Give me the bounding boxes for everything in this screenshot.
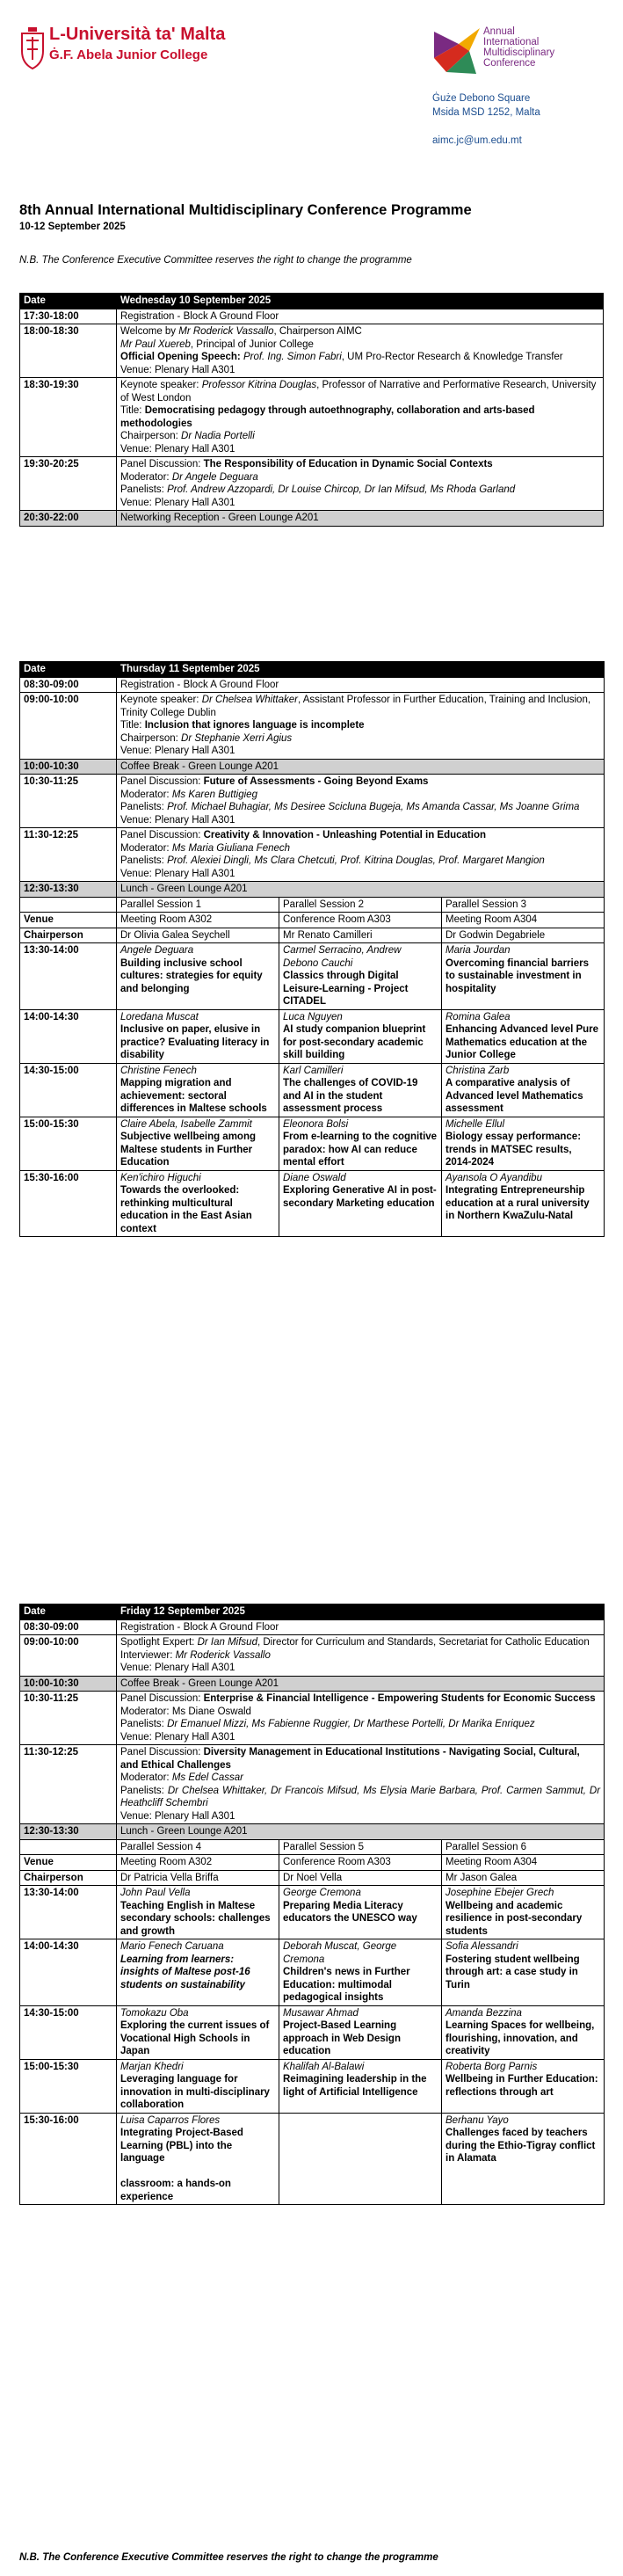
talk-cell — [279, 1170, 442, 1237]
event-cell — [117, 457, 604, 511]
venue-text: Venue: Plenary Hall A301 — [120, 814, 235, 826]
speaker-name: Dr Chelsea Whittaker — [201, 695, 298, 705]
talk-title: Project-Based Learning approach in Web Design education — [283, 2020, 401, 2056]
talk-cell — [117, 1170, 279, 1237]
time-cell: 20:30-22:00 — [20, 511, 117, 527]
talk-title: Challenges faced by teachers during the Ethio-Tigray conflict in Alamata — [446, 2128, 596, 2164]
event-text: Title: — [120, 720, 145, 731]
talk-title: Integrating Entrepreneurship education at a rural university in Northern KwaZulu-Natal — [446, 1185, 590, 1221]
event-cell — [117, 324, 604, 378]
talk-author: Khalifah Al-Balawi — [283, 2061, 365, 2072]
talk-slot-row — [20, 1939, 605, 2006]
talk-slot-row — [20, 2113, 605, 2205]
talk-author: Deborah Muscat, George Cremona — [283, 1941, 397, 1965]
talk-slot-row — [20, 943, 605, 1010]
talk-author: Loredana Muscat — [120, 1011, 199, 1022]
talk-title: Learning from learners: insights of Maltese post-16 students on sustainability — [120, 1954, 250, 1990]
time-cell: 08:30-09:00 — [20, 677, 117, 693]
speaker-name: Professor Kitrina Douglas — [201, 380, 317, 390]
event-cell — [117, 1745, 605, 1824]
venues-row — [20, 1855, 605, 1871]
day-heading: Friday 12 September 2025 — [117, 1605, 605, 1620]
time-cell: 18:30-19:30 — [20, 378, 117, 457]
event-text: Welcome by — [120, 326, 179, 337]
talk-cell — [279, 1063, 442, 1117]
day-heading: Wednesday 10 September 2025 — [117, 294, 604, 309]
talk-cell — [279, 943, 442, 1010]
session-name: Parallel Session 1 — [117, 897, 279, 913]
talk-author: George Cremona — [283, 1888, 361, 1898]
talk-author: Ayansola O Ayandibu — [446, 1172, 542, 1183]
talk-title: Enterprise & Financial Intelligence - Empowering Students for Economic Success — [203, 1693, 596, 1704]
event-text: Panelists: — [120, 802, 168, 812]
talk-slot-row — [20, 1886, 605, 1939]
sessions-row — [20, 1839, 605, 1855]
talk-cell — [117, 1063, 279, 1117]
venue-text: Venue: Plenary Hall A301 — [120, 746, 235, 756]
table-header-row — [20, 1605, 605, 1620]
day2-talk-slots — [20, 943, 605, 1237]
event-text: Keynote speaker: — [120, 695, 202, 705]
university-crest-icon — [19, 25, 46, 70]
talk-author: Christine Fenech — [120, 1065, 197, 1076]
venue-text: Venue: Plenary Hall A301 — [120, 868, 235, 879]
time-cell: 08:30-09:00 — [20, 1619, 117, 1635]
talk-cell — [442, 2005, 605, 2059]
table-row — [20, 309, 604, 324]
sessions-row — [20, 897, 605, 913]
session-name: Parallel Session 6 — [442, 1839, 605, 1855]
talk-title: Exploring Generative AI in post-secondary Marketing education — [283, 1185, 437, 1209]
speaker-name: Mr Roderick Vassallo — [175, 1649, 271, 1661]
date-column-header: Date — [20, 294, 117, 309]
talk-author: Mario Fenech Caruana — [120, 1941, 224, 1952]
talk-author: Roberta Borg Parnis — [446, 2061, 538, 2072]
talk-author: John Paul Vella — [120, 1888, 191, 1898]
talk-title: Creativity & Innovation - Unleashing Potential in Education — [203, 830, 487, 840]
time-cell: 11:30-12:25 — [20, 1745, 117, 1824]
speaker-name: Dr Nadia Portelli — [181, 431, 255, 441]
talk-cell — [442, 1939, 605, 2006]
venue-name: Meeting Room A302 — [117, 913, 279, 928]
talk-title: Leveraging language for innovation in multi-disciplinary collaboration — [120, 2074, 270, 2110]
chair-name: Mr Renato Camilleri — [279, 928, 442, 943]
event-text: Chairperson: — [120, 431, 182, 441]
time-cell: 14:00-14:30 — [20, 1939, 117, 2006]
day-heading: Thursday 11 September 2025 — [117, 662, 605, 678]
talk-author: Maria Jourdan — [446, 945, 511, 956]
event-text: Moderator: — [120, 842, 172, 854]
session-name: Parallel Session 4 — [117, 1839, 279, 1855]
conference-logo-line: Multidisciplinary — [483, 47, 555, 58]
event-text: Panel Discussion: — [120, 1693, 204, 1704]
time-cell: 15:00-15:30 — [20, 2059, 117, 2113]
time-cell: 18:00-18:30 — [20, 324, 117, 378]
talk-slot-row — [20, 2059, 605, 2113]
talk-author: Amanda Bezzina — [446, 2007, 522, 2019]
talk-cell — [279, 1886, 442, 1939]
talk-cell — [442, 2113, 605, 2205]
time-cell: 15:00-15:30 — [20, 1117, 117, 1170]
event-cell — [117, 693, 605, 760]
panelist-names: Dr Chelsea Whittaker, Dr Francois Mifsud, Ms Elysia Marie Barbara, Prof. Carmen Sammut, Dr Heathcliff Schembri — [120, 1785, 601, 1808]
event-text: Moderator: — [120, 1706, 172, 1717]
day1-schedule-table — [19, 293, 604, 527]
postal-address — [432, 91, 540, 120]
talk-cell — [442, 943, 605, 1010]
address-line: Msida MSD 1252, Malta — [432, 107, 540, 118]
talk-author: Carmel Serracino, Andrew Debono Cauchi — [283, 945, 402, 969]
event-cell — [117, 1692, 605, 1745]
talk-title: Fostering student wellbeing through art: a case study in Turin — [446, 1954, 580, 1990]
speaker-name: Dr Ian Mifsud — [197, 1637, 257, 1648]
row-label: Chairperson — [20, 1870, 117, 1886]
time-cell: 15:30-16:00 — [20, 2113, 117, 2205]
talk-title: Enhancing Advanced level Pure Mathematics education at the Junior College — [446, 1024, 599, 1060]
table-row — [20, 1692, 605, 1745]
event-text: , Principal of Junior College — [190, 338, 314, 350]
event-text: Spotlight Expert: — [120, 1637, 198, 1648]
event-text: , Assistant Professor in Further Education, Training and Inclusion, Trinity College Dublin — [120, 695, 591, 718]
talk-author: Eleonora Bolsi — [283, 1118, 349, 1130]
event-text: Panelists: — [120, 1785, 168, 1796]
talk-author: Karl Camilleri — [283, 1065, 344, 1076]
talk-title: Biology essay performance: trends in MATSEC results, 2014-2024 — [446, 1132, 582, 1168]
table-row — [20, 693, 605, 760]
table-row — [20, 882, 605, 898]
talk-cell — [279, 2113, 442, 2205]
event-cell: Coffee Break - Green Lounge A201 — [117, 759, 605, 775]
event-text: , UM Pro-Rector Research & Knowledge Transfer — [341, 352, 563, 362]
programme-title: 8th Annual International Multidisciplinary Conference Programme — [19, 202, 472, 218]
talk-cell — [442, 1886, 605, 1939]
chair-name: Dr Noel Vella — [279, 1870, 442, 1886]
talk-author: Josephine Ebejer Grech — [446, 1888, 554, 1898]
talk-cell — [279, 2059, 442, 2113]
speaker-name: Dr Angele Deguara — [171, 471, 258, 483]
disclaimer-note: N.B. The Conference Executive Committee reserves the right to change the programme — [19, 255, 412, 266]
speaker-name: Ms Maria Giuliana Fenech — [171, 842, 291, 854]
table-row — [20, 457, 604, 511]
event-cell: Registration - Block A Ground Floor — [117, 309, 604, 324]
time-cell: 10:00-10:30 — [20, 1676, 117, 1692]
time-cell: 15:30-16:00 — [20, 1170, 117, 1237]
conference-logo-line: Conference — [483, 58, 536, 69]
session-name: Parallel Session 2 — [279, 897, 442, 913]
talk-slot-row — [20, 2005, 605, 2059]
time-cell: 14:00-14:30 — [20, 1009, 117, 1063]
date-column-header: Date — [20, 662, 117, 678]
chair-name: Dr Patricia Vella Briffa — [117, 1870, 279, 1886]
talk-slot-row — [20, 1063, 605, 1117]
table-header-row — [20, 294, 604, 309]
disclaimer-note-bottom: N.B. The Conference Executive Committee reserves the right to change the programme — [19, 2552, 438, 2563]
venue-text: Venue: Plenary Hall A301 — [120, 1663, 235, 1673]
chair-name: Dr Olivia Galea Seychell — [117, 928, 279, 943]
talk-author: Claire Abela, Isabelle Zammit — [120, 1118, 252, 1130]
talk-author: Michelle Ellul — [446, 1118, 505, 1130]
talk-title: Wellbeing in Further Education: reflections through art — [446, 2074, 598, 2098]
panelist-names: Prof. Michael Buhagiar, Ms Desiree Scicluna Bugeja, Ms Amanda Cassar, Ms Joanne Grima — [167, 802, 580, 812]
event-text: Keynote speaker: — [120, 380, 202, 390]
conference-logo-line: Annual — [483, 26, 515, 37]
talk-author: Angele Deguara — [120, 945, 194, 956]
talk-cell — [442, 1063, 605, 1117]
event-cell: Registration - Block A Ground Floor — [117, 677, 605, 693]
event-cell: Lunch - Green Lounge A201 — [117, 882, 605, 898]
talk-cell — [279, 1939, 442, 2006]
talk-title: Overcoming financial barriers to sustainable investment in hospitality — [446, 957, 589, 994]
college-name: Ġ.F. Abela Junior College — [49, 47, 208, 62]
day3-talk-slots — [20, 1886, 605, 2205]
talk-author: Diane Oswald — [283, 1172, 346, 1183]
empty-cell — [20, 1839, 117, 1855]
talk-title: The Responsibility of Education in Dynamic Social Contexts — [203, 459, 493, 469]
venue-text: Venue: Plenary Hall A301 — [120, 497, 235, 508]
event-text: Panelists: — [120, 855, 168, 866]
event-text: Interviewer: — [120, 1649, 176, 1661]
speaker-name: Ms Edel Cassar — [171, 1772, 243, 1783]
speaker-name: Ms Diane Oswald — [171, 1706, 251, 1717]
venue-name: Meeting Room A304 — [442, 1855, 605, 1871]
talk-title: Towards the overlooked: rethinking multicultural education in the East Asian context — [120, 1185, 252, 1234]
talk-title: AI study companion blueprint for post-secondary academic skill building — [283, 1024, 426, 1060]
talk-author: Romina Galea — [446, 1011, 511, 1022]
speaker-name: Mr Roderick Vassallo — [178, 326, 274, 337]
panelist-names: Dr Emanuel Mizzi, Ms Fabienne Ruggier, Dr Marthese Portelli, Dr Marika Enriquez — [167, 1719, 535, 1729]
talk-cell — [117, 2059, 279, 2113]
talk-cell — [117, 1009, 279, 1063]
event-text: , Professor of Narrative and Performative Research, University of West London — [120, 380, 597, 404]
table-row — [20, 759, 605, 775]
event-cell — [117, 775, 605, 828]
event-cell: Lunch - Green Lounge A201 — [117, 1824, 605, 1840]
date-column-header: Date — [20, 1605, 117, 1620]
time-cell: 09:00-10:00 — [20, 693, 117, 760]
time-cell: 13:30-14:00 — [20, 1886, 117, 1939]
talk-cell — [442, 1170, 605, 1237]
talk-author: Sofia Alessandri — [446, 1941, 518, 1952]
conference-logo-text — [483, 26, 554, 69]
venue-name: Meeting Room A304 — [442, 913, 605, 928]
event-text: Panel Discussion: — [120, 459, 204, 469]
talk-author: Berhanu Yayo — [446, 2114, 509, 2126]
talk-title: Mapping migration and achievement: sectoral differences in Maltese schools — [120, 1078, 267, 1114]
talk-title: Building inclusive school cultures: strategies for equity and belonging — [120, 957, 263, 994]
chair-name: Mr Jason Galea — [442, 1870, 605, 1886]
talk-title: A comparative analysis of Advanced level Mathematics assessment — [446, 1078, 583, 1114]
talk-title: Inclusive on paper, elusive in practice? Evaluating literacy in disability — [120, 1024, 270, 1060]
speaker-name: Ms Karen Buttigieg — [171, 789, 257, 800]
talk-title: Democratising pedagogy through autoethnography, collaboration and arts-based methodologies — [120, 405, 535, 429]
chairs-row — [20, 928, 605, 943]
event-text: Moderator: — [120, 789, 172, 800]
row-label: Chairperson — [20, 928, 117, 943]
row-label: Venue — [20, 913, 117, 928]
venue-text: Venue: Plenary Hall A301 — [120, 1810, 235, 1822]
time-cell: 10:30-11:25 — [20, 775, 117, 828]
event-text: , Director for Curriculum and Standards, Secretariat for Catholic Education — [257, 1637, 590, 1648]
venue-text: Venue: Plenary Hall A301 — [120, 364, 235, 375]
talk-cell — [117, 1117, 279, 1170]
event-text: Chairperson: — [120, 732, 182, 744]
talk-author: Ken'ichiro Higuchi — [120, 1172, 201, 1183]
talk-title: Learning Spaces for wellbeing, flourishing, innovation, and creativity — [446, 2020, 595, 2056]
talk-cell — [117, 1939, 279, 2006]
time-cell: 12:30-13:30 — [20, 1824, 117, 1840]
talk-title: From e-learning to the cognitive paradox: how AI can reduce mental effort — [283, 1132, 438, 1168]
talk-author: Christina Zarb — [446, 1065, 510, 1076]
table-row — [20, 1745, 605, 1824]
talk-slot-row — [20, 1170, 605, 1237]
talk-cell — [442, 2059, 605, 2113]
event-cell: Coffee Break - Green Lounge A201 — [117, 1676, 605, 1692]
day2-schedule-table — [19, 661, 605, 1237]
conference-logo-icon — [432, 25, 482, 76]
event-text: Moderator: — [120, 1772, 172, 1783]
address-line: Ġuże Debono Square — [432, 93, 531, 104]
talk-title: Children's news in Further Education: multimodal pedagogical insights — [283, 1967, 410, 2003]
table-row — [20, 324, 604, 378]
talk-cell — [442, 1009, 605, 1063]
speaker-name: Dr Stephanie Xerri Agius — [181, 732, 293, 744]
time-cell: 10:30-11:25 — [20, 1692, 117, 1745]
talk-author: Luisa Caparros Flores — [120, 2114, 221, 2126]
talk-title-continuation: classroom: a hands-on experience — [120, 2179, 231, 2202]
time-cell: 14:30-15:00 — [20, 2005, 117, 2059]
event-text: , Chairperson AIMC — [273, 326, 362, 337]
empty-cell — [20, 897, 117, 913]
talk-title: Preparing Media Literacy educators the UNESCO way — [283, 1900, 417, 1924]
conference-dates: 10-12 September 2025 — [19, 222, 126, 232]
event-label: Official Opening Speech: — [120, 352, 243, 362]
talk-title: Future of Assessments - Going Beyond Exams — [203, 776, 429, 787]
chairs-row — [20, 1870, 605, 1886]
talk-title: Wellbeing and academic resilience in post-secondary students — [446, 1900, 583, 1937]
talk-title: Inclusion that ignores language is incomplete — [144, 720, 365, 731]
table-row — [20, 1824, 605, 1840]
event-text: Moderator: — [120, 471, 172, 483]
speaker-name: Mr Paul Xuereb — [120, 338, 191, 350]
talk-title: Classics through Digital Leisure-Learning - Project CITADEL — [283, 971, 409, 1007]
talk-title: Teaching English in Maltese secondary schools: challenges and growth — [120, 1900, 271, 1937]
event-cell — [117, 378, 604, 457]
table-row — [20, 1676, 605, 1692]
event-cell — [117, 1635, 605, 1677]
talk-title: Diversity Management in Educational Institutions - Navigating Social, Cultural, and Ethical Challenges — [120, 1747, 580, 1771]
talk-cell — [279, 1117, 442, 1170]
day3-schedule-table — [19, 1604, 605, 2205]
table-header-row — [20, 662, 605, 678]
time-cell: 14:30-15:00 — [20, 1063, 117, 1117]
event-text: Panel Discussion: — [120, 830, 204, 840]
table-row — [20, 775, 605, 828]
event-text: Panelists: — [120, 1719, 168, 1729]
panelist-names: Prof. Alexiei Dingli, Ms Clara Chetcuti, Prof. Kitrina Douglas, Prof. Margaret Mangion — [167, 855, 545, 866]
talk-author: Musawar Ahmad — [283, 2007, 359, 2019]
table-row — [20, 511, 604, 527]
talk-cell — [117, 1886, 279, 1939]
university-name: L-Università ta' Malta — [49, 25, 226, 44]
talk-author: Tomokazu Oba — [120, 2007, 189, 2019]
time-cell: 11:30-12:25 — [20, 828, 117, 882]
table-row — [20, 1619, 605, 1635]
event-text: Panel Discussion: — [120, 776, 204, 787]
table-row — [20, 1635, 605, 1677]
time-cell: 09:00-10:00 — [20, 1635, 117, 1677]
conference-logo-line: International — [483, 37, 540, 47]
event-cell: Registration - Block A Ground Floor — [117, 1619, 605, 1635]
event-text: Title: — [120, 405, 145, 416]
event-cell — [117, 828, 605, 882]
contact-email[interactable]: aimc.jc@um.edu.mt — [432, 135, 522, 146]
venue-text: Venue: Plenary Hall A301 — [120, 1731, 235, 1743]
talk-cell — [279, 1009, 442, 1063]
speaker-name: Prof. Ing. Simon Fabri — [243, 352, 342, 362]
table-row — [20, 677, 605, 693]
venue-name: Conference Room A303 — [279, 1855, 442, 1871]
session-name: Parallel Session 3 — [442, 897, 605, 913]
table-row — [20, 828, 605, 882]
talk-title: The challenges of COVID-19 and AI in the student assessment process — [283, 1078, 418, 1114]
event-text: Panelists: — [120, 484, 168, 495]
venue-name: Conference Room A303 — [279, 913, 442, 928]
event-text: Panel Discussion: — [120, 1747, 204, 1757]
talk-cell — [442, 1117, 605, 1170]
talk-cell — [117, 2005, 279, 2059]
event-cell: Networking Reception - Green Lounge A201 — [117, 511, 604, 527]
session-name: Parallel Session 5 — [279, 1839, 442, 1855]
time-cell: 19:30-20:25 — [20, 457, 117, 511]
talk-title: Integrating Project-Based Learning (PBL) into the language — [120, 2128, 243, 2164]
talk-author: Luca Nguyen — [283, 1011, 343, 1022]
venues-row — [20, 913, 605, 928]
talk-slot-row — [20, 1009, 605, 1063]
talk-cell — [117, 943, 279, 1010]
panelist-names: Prof. Andrew Azzopardi, Dr Louise Chircop, Dr Ian Mifsud, Ms Rhoda Garland — [167, 484, 516, 495]
talk-title: Subjective wellbeing among Maltese students in Further Education — [120, 1132, 257, 1168]
talk-slot-row — [20, 1117, 605, 1170]
talk-cell — [117, 2113, 279, 2205]
row-label: Venue — [20, 1855, 117, 1871]
venue-name: Meeting Room A302 — [117, 1855, 279, 1871]
venue-text: Venue: Plenary Hall A301 — [120, 443, 235, 455]
talk-title: Reimagining leadership in the light of Artificial Intelligence — [283, 2074, 427, 2098]
talk-cell — [279, 2005, 442, 2059]
talk-author: Marjan Khedri — [120, 2061, 184, 2072]
table-row — [20, 378, 604, 457]
talk-title: Exploring the current issues of Vocational High Schools in Japan — [120, 2020, 270, 2056]
time-cell: 17:30-18:00 — [20, 309, 117, 324]
time-cell: 13:30-14:00 — [20, 943, 117, 1010]
time-cell: 10:00-10:30 — [20, 759, 117, 775]
time-cell: 12:30-13:30 — [20, 882, 117, 898]
chair-name: Dr Godwin Degabriele — [442, 928, 605, 943]
